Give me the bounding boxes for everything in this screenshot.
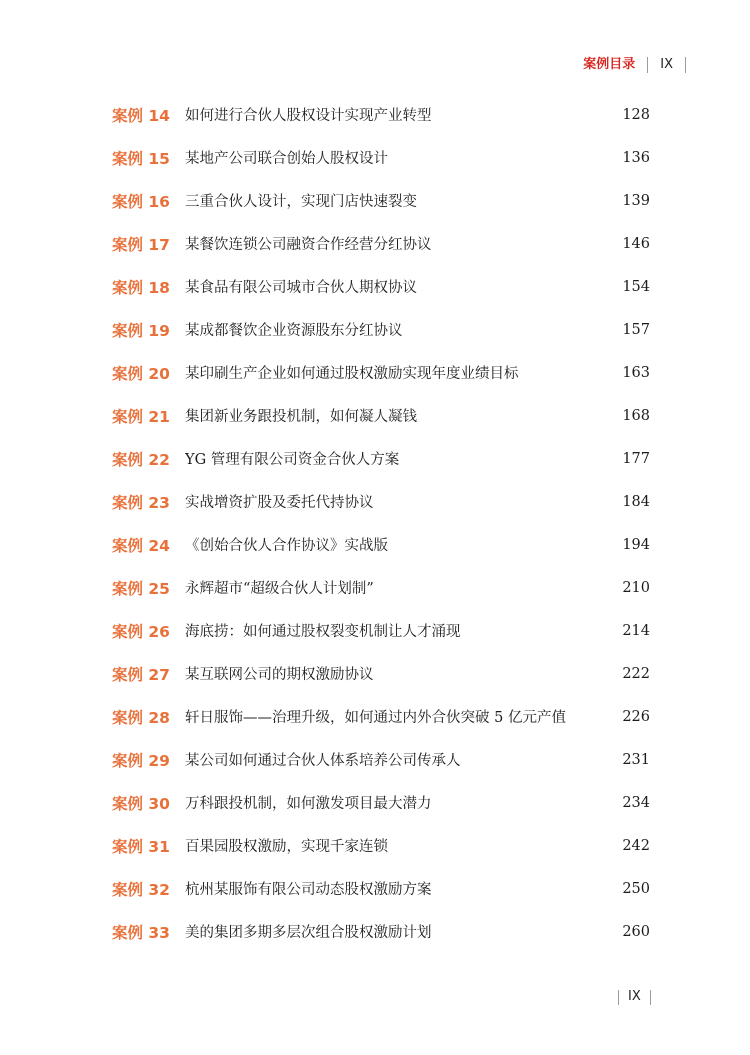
case-title: 百果园股权激励，实现千家连锁 [185,839,388,855]
toc-entry[interactable] [112,394,650,437]
case-label: 案例 14 [112,106,170,125]
case-page-number: 260 [622,923,650,940]
case-title: 美的集团多期多层次组合股权激励计划 [185,925,432,941]
toc-entry[interactable] [112,351,650,394]
header-page-number: IX [660,57,673,72]
case-label: 案例 29 [112,751,170,770]
toc-entry[interactable] [112,609,650,652]
toc-entry[interactable] [112,480,650,523]
case-label: 案例 21 [112,407,170,426]
case-title: 《创始合伙人合作协议》实战版 [185,538,388,554]
toc-entry[interactable] [112,222,650,265]
case-page-number: 139 [622,192,650,209]
case-title: 如何进行合伙人股权设计实现产业转型 [185,108,432,124]
toc-entry[interactable] [112,136,650,179]
case-page-number: 242 [622,837,650,854]
case-title: 某地产公司联合创始人股权设计 [185,151,388,167]
case-title: 某公司如何通过合伙人体系培养公司传承人 [185,753,461,769]
case-page-number: 250 [622,880,650,897]
case-page-number: 184 [622,493,650,510]
case-label: 案例 27 [112,665,170,684]
header-divider [685,57,686,73]
case-page-number: 168 [622,407,650,424]
case-label: 案例 30 [112,794,170,813]
case-title: 轩日服饰——治理升级，如何通过内外合伙突破 5 亿元产值 [185,710,566,726]
table-of-contents [112,93,650,953]
toc-entry[interactable] [112,179,650,222]
case-title: 永辉超市“超级合伙人计划制” [185,581,374,597]
footer-page-number: IX [628,989,641,1004]
case-page-number: 231 [622,751,650,768]
case-page-number: 146 [622,235,650,252]
case-label: 案例 20 [112,364,170,383]
case-page-number: 136 [622,149,650,166]
case-title: 某食品有限公司城市合伙人期权协议 [185,280,417,296]
toc-entry[interactable] [112,566,650,609]
case-page-number: 234 [622,794,650,811]
case-label: 案例 19 [112,321,170,340]
case-page-number: 154 [622,278,650,295]
section-title: 案例目录 [583,57,636,72]
case-page-number: 226 [622,708,650,725]
toc-entry[interactable] [112,523,650,566]
case-title: YG 管理有限公司资金合伙人方案 [185,452,400,468]
case-title: 某印刷生产企业如何通过股权激励实现年度业绩目标 [185,366,519,382]
running-header [583,56,698,74]
case-label: 案例 24 [112,536,170,555]
case-page-number: 214 [622,622,650,639]
case-label: 案例 32 [112,880,170,899]
toc-entry[interactable] [112,265,650,308]
toc-entry[interactable] [112,867,650,910]
case-title: 海底捞：如何通过股权裂变机制让人才涌现 [185,624,461,640]
case-label: 案例 25 [112,579,170,598]
case-title: 杭州某服饰有限公司动态股权激励方案 [185,882,432,898]
case-label: 案例 22 [112,450,170,469]
toc-entry[interactable] [112,695,650,738]
case-page-number: 128 [622,106,650,123]
case-label: 案例 16 [112,192,170,211]
toc-entry[interactable] [112,437,650,480]
toc-entry[interactable] [112,93,650,136]
case-title: 某餐饮连锁公司融资合作经营分红协议 [185,237,432,253]
case-title: 集团新业务跟投机制，如何凝人凝钱 [185,409,417,425]
case-title: 实战增资扩股及委托代持协议 [185,495,374,511]
case-label: 案例 33 [112,923,170,942]
toc-entry[interactable] [112,308,650,351]
running-footer [618,988,651,1006]
case-page-number: 194 [622,536,650,553]
case-title: 万科跟投机制，如何激发项目最大潜力 [185,796,432,812]
case-label: 案例 17 [112,235,170,254]
toc-entry[interactable] [112,738,650,781]
toc-entry[interactable] [112,824,650,867]
footer-divider [650,990,651,1005]
case-page-number: 163 [622,364,650,381]
case-page-number: 157 [622,321,650,338]
header-divider [647,57,648,73]
toc-entry[interactable] [112,652,650,695]
case-title: 三重合伙人设计，实现门店快速裂变 [185,194,417,210]
case-label: 案例 23 [112,493,170,512]
case-page-number: 210 [622,579,650,596]
footer-divider [618,990,619,1005]
case-label: 案例 31 [112,837,170,856]
case-label: 案例 18 [112,278,170,297]
case-page-number: 177 [622,450,650,467]
case-label: 案例 26 [112,622,170,641]
case-title: 某互联网公司的期权激励协议 [185,667,374,683]
case-label: 案例 28 [112,708,170,727]
case-title: 某成都餐饮企业资源股东分红协议 [185,323,403,339]
case-page-number: 222 [622,665,650,682]
toc-entry[interactable] [112,910,650,953]
toc-entry[interactable] [112,781,650,824]
case-label: 案例 15 [112,149,170,168]
